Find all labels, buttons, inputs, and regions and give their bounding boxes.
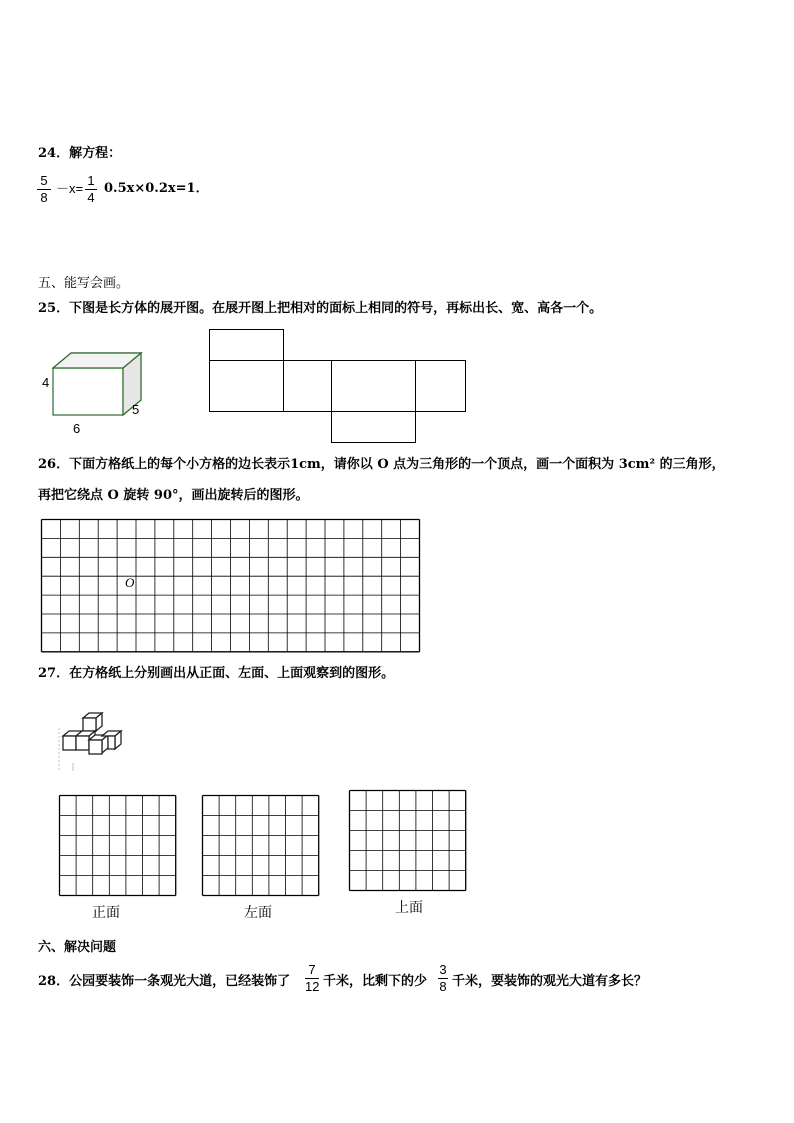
fraction-denominator: 4: [87, 190, 95, 205]
fraction-numerator: 5: [40, 173, 48, 188]
section-6-title: 六、解决问题: [38, 940, 117, 955]
fraction-denominator: 12: [305, 979, 320, 994]
point-o-label: O: [125, 575, 135, 590]
grid-label-front: 正面: [92, 904, 120, 920]
fraction-numerator: 7: [308, 962, 316, 977]
cuboid-length-label: 6: [73, 421, 81, 436]
q28-text-part-2: 千米，比剩下的少: [323, 974, 428, 989]
grid-top-view[interactable]: [350, 791, 466, 891]
q28-fraction-3-8: [438, 963, 448, 994]
q28-fraction-7-12: [305, 963, 319, 994]
grid-front-view[interactable]: [60, 796, 176, 896]
q24-title: 24．解方程：: [38, 146, 122, 161]
grid-label-top: 上面: [395, 899, 423, 915]
q24-eq1-middle: －x=: [56, 181, 84, 196]
grid-label-left: 左面: [244, 904, 272, 920]
q28-text-part-1: 28．公园要装饰一条观光大道，已经装饰了: [38, 974, 291, 989]
section-5-title: 五、能写会画。: [38, 276, 130, 291]
fraction-numerator: 3: [439, 962, 447, 977]
q26-line-2: 再把它绕点 O 旋转 90°，画出旋转后的图形。: [38, 488, 309, 503]
q26-line-1: 26．下面方格纸上的每个小方格的边长表示1cm，请你以 O 点为三角形的一个顶点，画一个面积为 3cm² 的三角形，: [38, 457, 725, 472]
fraction-numerator: 1: [87, 173, 95, 188]
cuboid-height-label: 4: [42, 375, 50, 390]
fraction-denominator: 8: [439, 979, 447, 994]
q28-text-part-3: 千米，要装饰的观光大道有多长？: [452, 974, 648, 989]
q25-text: 25．下图是长方体的展开图。在展开图上把相对的面标上相同的符号，再标出长、宽、高各一个。: [38, 301, 603, 316]
fraction-denominator: 8: [40, 190, 48, 205]
q27-text: 27．在方格纸上分别画出从正面、左面、上面观察到的图形。: [38, 666, 395, 681]
grid-left-view[interactable]: [203, 796, 319, 896]
cuboid-width-label: 5: [132, 402, 140, 417]
q24-equation-2: 0.5x×0.2x=1．: [104, 181, 209, 196]
